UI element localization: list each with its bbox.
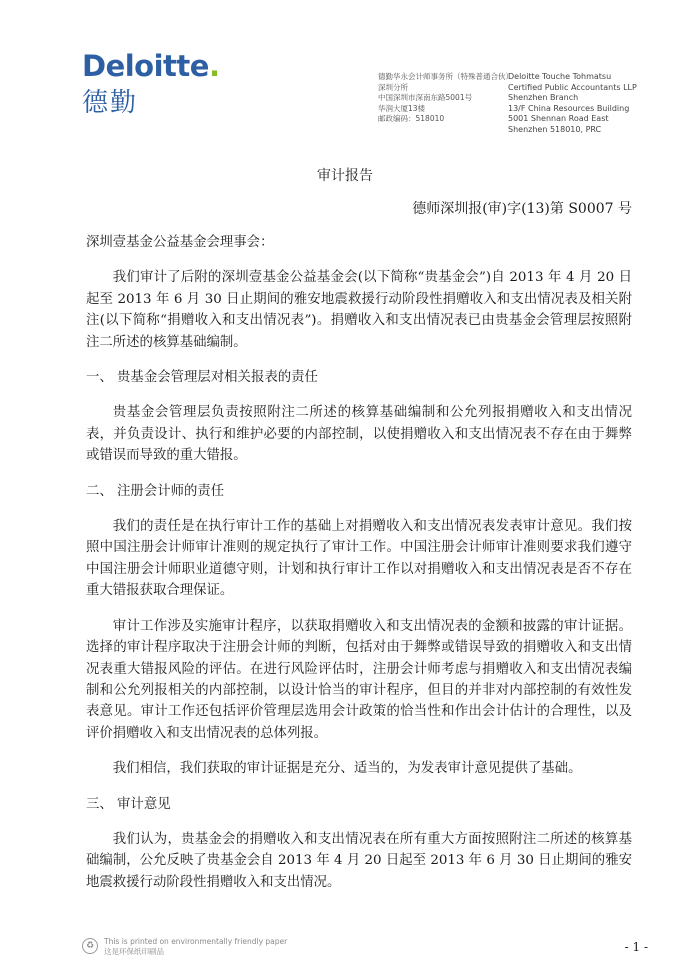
address-line: 德勤华永会计师事务所（特殊普通合伙） xyxy=(378,72,513,81)
paragraph: 我们相信，我们获取的审计证据是充分、适当的，为发表审计意见提供了基础。 xyxy=(112,761,582,777)
reference-number: 德师深圳报(审)字(13)第 S0007 号 xyxy=(412,201,632,217)
address-line: 5001 Shennan Road East xyxy=(508,114,609,124)
address-line: 华润大厦13楼 xyxy=(378,103,426,113)
address-line: 13/F China Resources Building xyxy=(508,103,630,113)
address-line: 中国深圳市深南东路5001号 xyxy=(378,93,473,103)
addressee: 深圳壹基金公益基金会理事会： xyxy=(86,235,274,250)
deloitte-logo xyxy=(82,49,220,83)
page-number: - 1 - xyxy=(624,940,648,954)
address-line: 深圳分所 xyxy=(378,82,408,92)
address-chinese xyxy=(378,72,513,125)
paragraph: 审计工作涉及实施审计程序，以获取捐赠收入和支出情况表的金额和披露的审计证据。选择的审计程序取决于注册会计师的判断，包括对由于舞弊或错误导致的捐赠收入和支出情况表重大错报风险的评估。在进行风险评估时，注册会计师考虑与捐赠收入和支出情况表编制和公允列报相关的内部控制，以设计恰当的审计程序，但目的并非对内部控制的有效性发表意见。审计工作还包括评价管理层选用会计政策的恰当性和作出会计估计的合理性，以及评价捐赠收入和支出情况表的总体列报。 xyxy=(86,618,632,741)
section-heading-management: 一、 贵基金会管理层对相关报表的责任 xyxy=(86,370,318,386)
address-line: Shenzhen 518010, PRC xyxy=(508,124,602,134)
report-body xyxy=(86,232,632,893)
logo-green-dot: . xyxy=(208,49,220,83)
recycle-icon: ♻ xyxy=(82,938,98,954)
address-line: 邮政编码：518010 xyxy=(378,114,445,124)
eco-paper-note xyxy=(104,937,287,957)
paragraph: 我们的责任是在执行审计工作的基础上对捐赠收入和支出情况表发表审计意见。我们按照中国注册会计师审计准则的规定执行了审计工作。中国注册会计师审计准则要求我们遵守中国注册会计师职业道德守则，计划和执行审计工作以对捐赠收入和支出情况表是否不存在重大错报获取合理保证。 xyxy=(86,519,632,599)
address-line: Certified Public Accountants LLP xyxy=(508,82,637,92)
report-title: 审计报告 xyxy=(317,168,373,184)
eco-note-en: This is printed on environmentally friendly paper xyxy=(104,937,288,946)
address-line: Deloitte Touche Tohmatsu xyxy=(508,72,612,81)
paragraph: 贵基金会管理层负责按照附注二所述的核算基础编制和公允列报捐赠收入和支出情况表，并负责设计、执行和维护必要的内部控制，以使捐赠收入和支出情况表不存在由于舞弊或错误而导致的重大错报。 xyxy=(86,405,632,464)
logo-wordmark: Deloitte xyxy=(82,49,209,83)
section-heading-auditor: 二、 注册会计师的责任 xyxy=(86,483,225,499)
paragraph: 我们认为，贵基金会的捐赠收入和支出情况表在所有重大方面按照附注二所述的核算基础编制，公允反映了贵基金会自 2013 年 4 月 20 日起至 2013 年 6 月 30 日止期间的雅安地震救援行动阶段性捐赠收入和支出情况。 xyxy=(86,831,632,890)
section-heading-opinion: 三、 审计意见 xyxy=(86,796,171,812)
logo-chinese-name: 德勤 xyxy=(82,88,139,118)
eco-note-zh: 这是环保纸印刷品 xyxy=(104,947,164,956)
address-english xyxy=(508,72,637,136)
intro-paragraph: 我们审计了后附的深圳壹基金公益基金会(以下简称“贵基金会”)自 2013 年 4 月 20 日起至 2013 年 6 月 30 日止期间的雅安地震救援行动阶段性捐赠收入和支出情况表及相关附注(以下简称“捐赠收入和支出情况表”)。捐赠收入和支出情况表已由贵基金会管理层按照附注二所述的核算基础编制。 xyxy=(86,270,632,350)
address-line: Shenzhen Branch xyxy=(508,93,579,103)
